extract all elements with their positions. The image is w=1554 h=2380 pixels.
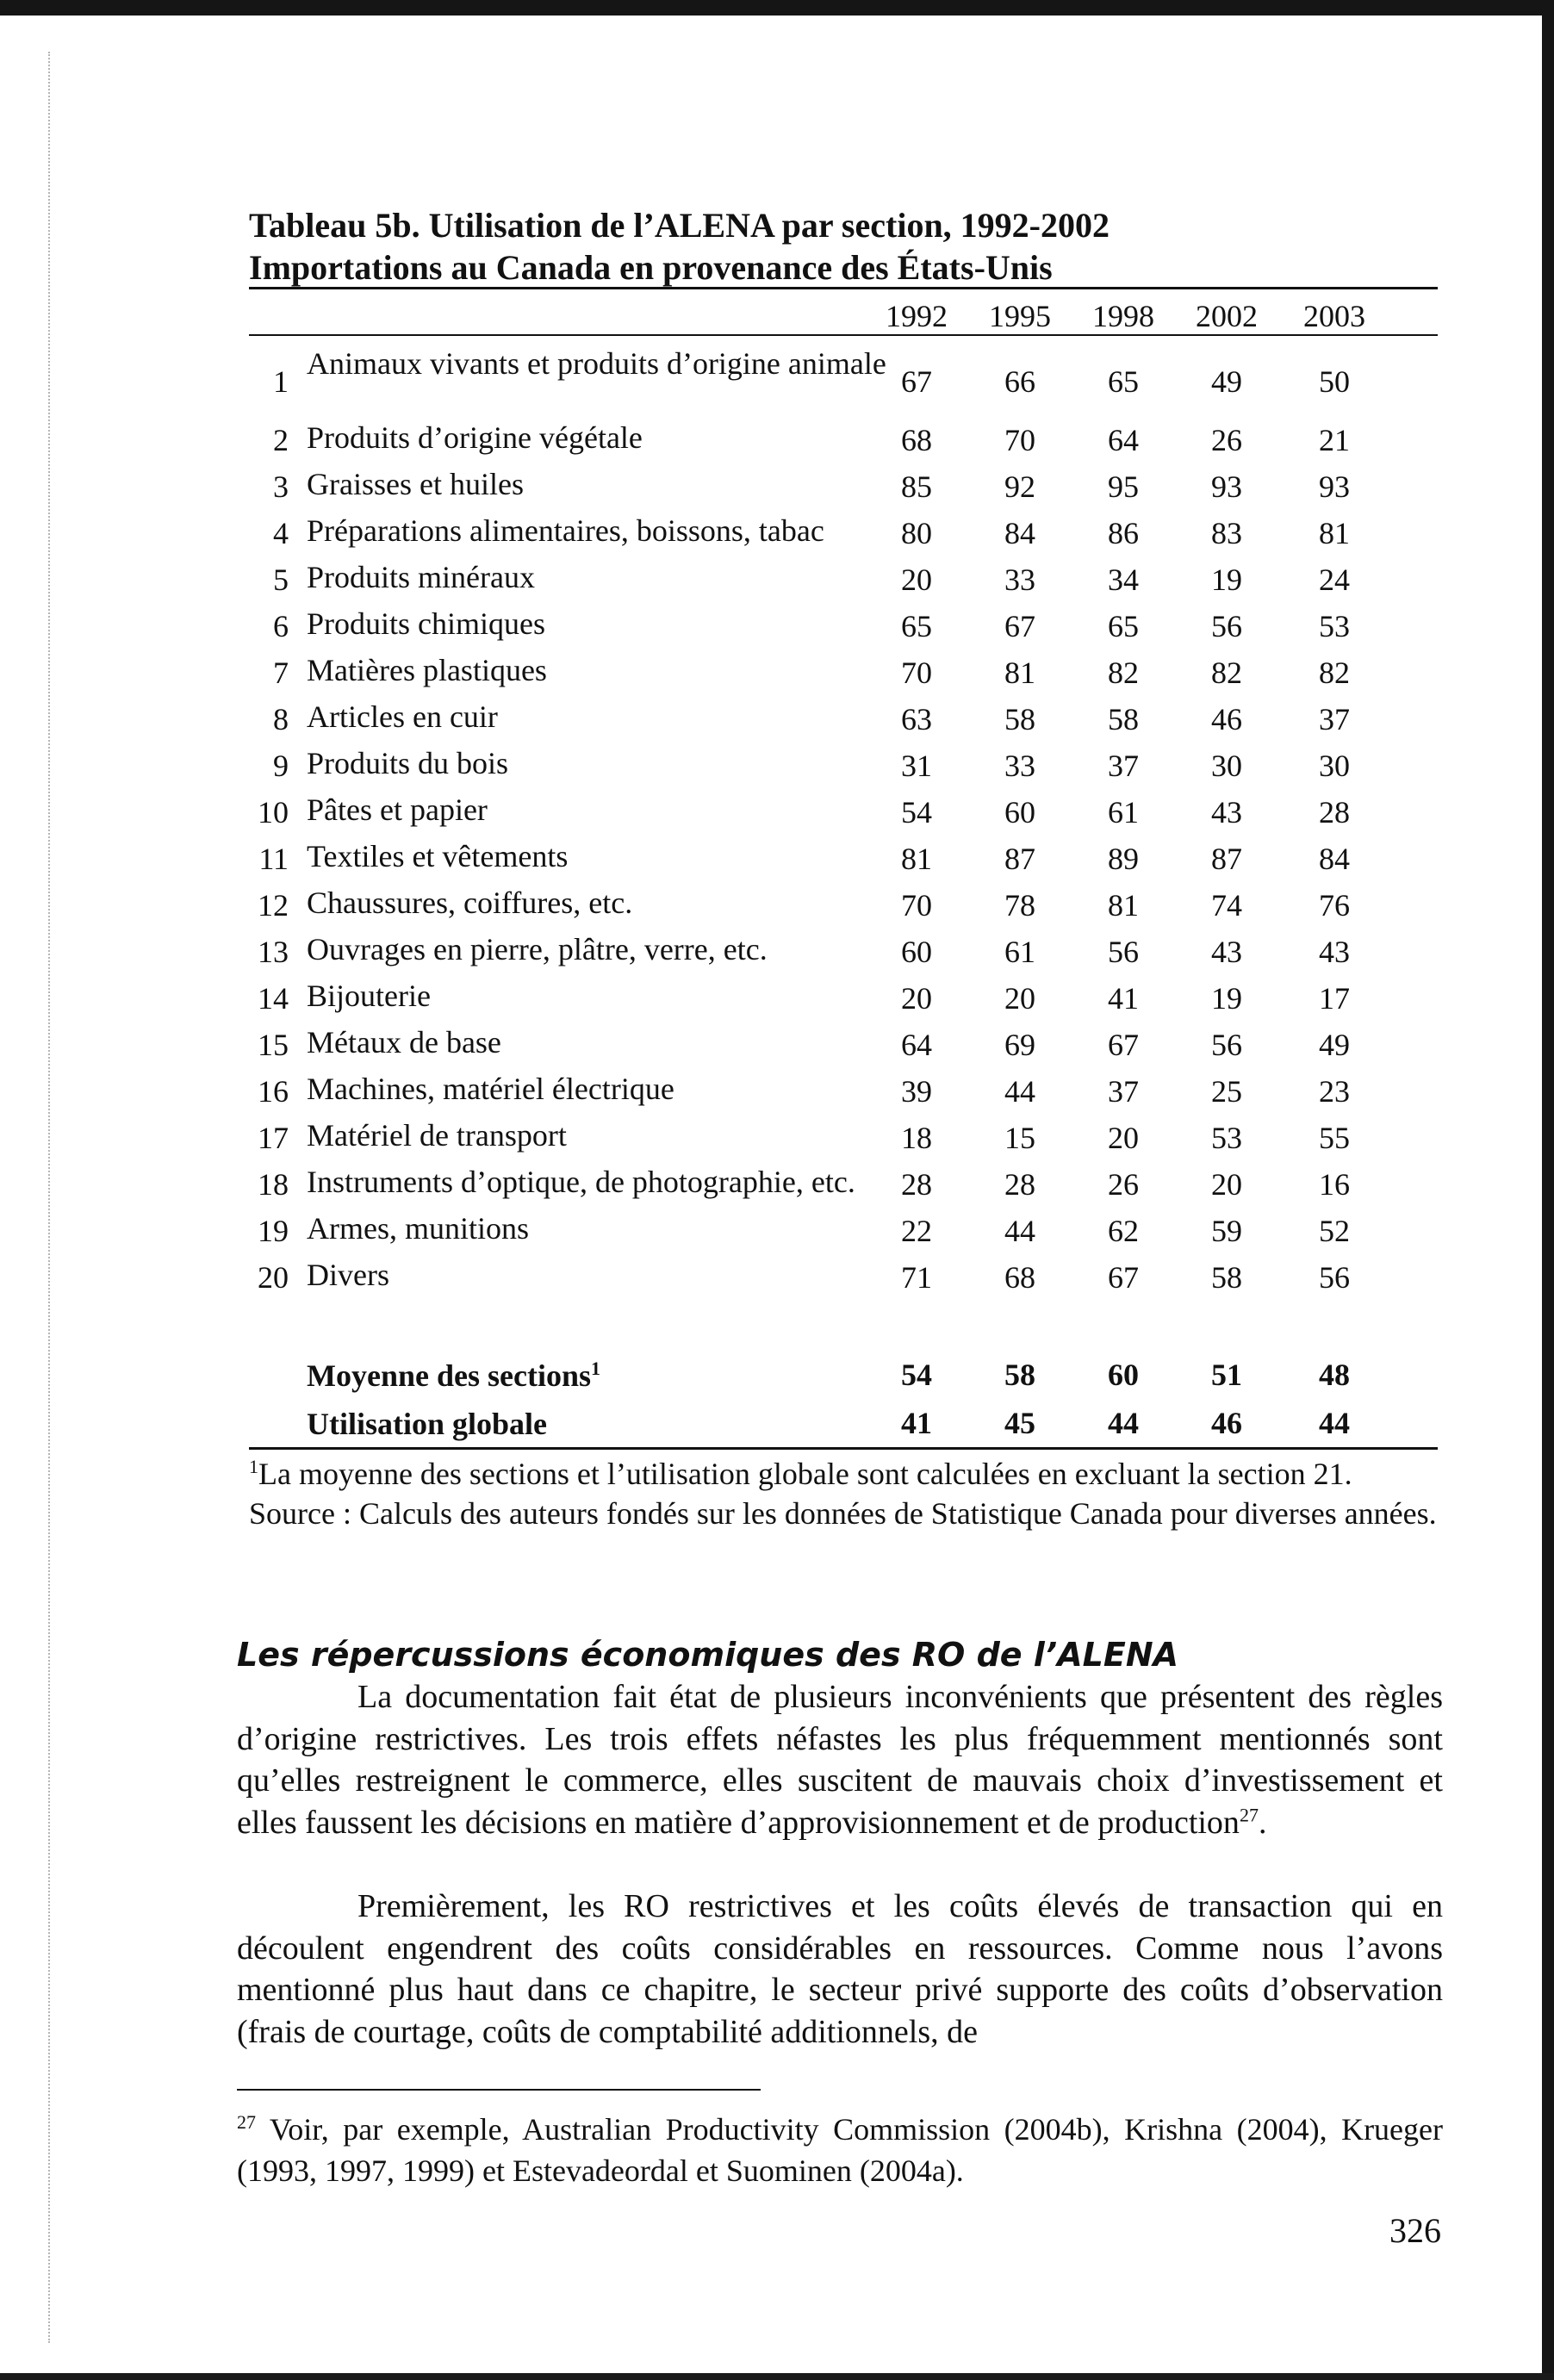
section-number: 15 (258, 1028, 289, 1062)
value-cell: 65 (1108, 609, 1139, 643)
scan-binding-edge (48, 52, 50, 2343)
section-number: 9 (273, 749, 289, 783)
value-cell: 84 (1319, 842, 1350, 876)
value-cell: 20 (1004, 981, 1035, 1016)
section-label: Matières plastiques (307, 653, 547, 687)
section-number: 8 (273, 702, 289, 736)
average-label: Moyenne des sections (307, 1358, 591, 1393)
value-cell: 60 (901, 935, 932, 969)
value-cell: 59 (1211, 1214, 1242, 1248)
value-cell: 21 (1319, 423, 1350, 457)
column-header-year: 1995 (989, 299, 1051, 333)
section-number: 1 (273, 364, 289, 399)
section-number: 3 (273, 469, 289, 504)
value-cell: 70 (901, 656, 932, 690)
value-cell: 30 (1319, 749, 1350, 783)
value-cell: 74 (1211, 888, 1242, 923)
value-cell: 64 (1108, 423, 1139, 457)
value-cell: 55 (1319, 1121, 1350, 1155)
paragraph-1 (237, 1676, 1443, 1843)
value-cell: 58 (1004, 1358, 1035, 1392)
note-mark: 1 (249, 1456, 258, 1477)
paragraph-1-end: . (1258, 1804, 1267, 1841)
value-cell: 70 (901, 888, 932, 923)
paragraph-1-text: La documentation fait état de plusieurs inconvénients que présentent des règles d’origine restrictives. Les trois effets néfastes les plus fréquemment mentionnés sont qu’elles restreignent le commerce, elles suscitent de mauvais choix d’investissement et elles faussent les décisions en matière d’approvisionnement et de production (237, 1679, 1443, 1841)
scan-border-top (0, 0, 1554, 16)
value-cell: 20 (901, 562, 932, 597)
value-cell: 25 (1211, 1074, 1242, 1109)
value-cell: 20 (1211, 1167, 1242, 1202)
section-label (307, 1357, 910, 1395)
table-subtitle: Importations au Canada en provenance des États-Unis (249, 248, 1053, 287)
value-cell: 24 (1319, 562, 1350, 597)
value-cell: 41 (901, 1406, 932, 1440)
column-header-year: 1998 (1092, 299, 1154, 333)
value-cell: 43 (1211, 795, 1242, 830)
paragraph-2-text: Premièrement, les RO restrictives et les coûts élevés de transaction qui en découlent engendrent des coûts considérables en ressources. Comme nous l’avons mentionné plus haut dans ce chapitre, le secteur privé supporte des coûts d’observation (frais de courtage, coûts de comptabilité additionnels, de (237, 1888, 1443, 2050)
paragraph-2 (237, 1886, 1443, 2053)
value-cell: 33 (1004, 562, 1035, 597)
section-number: 14 (258, 981, 289, 1016)
note-text: La moyenne des sections et l’utilisation globale sont calculées en excluant la section 21. (258, 1457, 1352, 1491)
value-cell: 19 (1211, 981, 1242, 1016)
average-footnote-mark: 1 (590, 1358, 600, 1379)
value-cell: 61 (1108, 795, 1139, 830)
value-cell: 86 (1108, 516, 1139, 550)
table-source: Source : Calculs des auteurs fondés sur les données de Statistique Canada pour diverses années. (249, 1496, 1437, 1531)
value-cell: 53 (1319, 609, 1350, 643)
table-top-rule (249, 287, 1438, 289)
footnote-text: Voir, par exemple, Australian Productivity Commission (2004b), Krishna (2004), Krueger (1993, 1997, 1999) et Estevadeordal et Suominen (2004a). (237, 2112, 1443, 2188)
value-cell: 93 (1211, 469, 1242, 504)
section-label: Utilisation globale (307, 1407, 548, 1441)
value-cell: 28 (1004, 1167, 1035, 1202)
section-label: Textiles et vêtements (307, 839, 569, 873)
value-cell: 18 (901, 1121, 932, 1155)
column-header-year: 2002 (1196, 299, 1258, 333)
section-label: Graisses et huiles (307, 467, 524, 501)
value-cell: 69 (1004, 1028, 1035, 1062)
value-cell: 22 (901, 1214, 932, 1248)
value-cell: 67 (1004, 609, 1035, 643)
value-cell: 44 (1319, 1406, 1350, 1440)
section-number: 5 (273, 562, 289, 597)
value-cell: 28 (901, 1167, 932, 1202)
value-cell: 58 (1211, 1260, 1242, 1295)
value-cell: 45 (1004, 1406, 1035, 1440)
section-number: 4 (273, 516, 289, 550)
value-cell: 81 (901, 842, 932, 876)
value-cell: 70 (1004, 423, 1035, 457)
section-label: Préparations alimentaires, boissons, tabac (307, 513, 824, 548)
value-cell: 56 (1108, 935, 1139, 969)
value-cell: 52 (1319, 1214, 1350, 1248)
section-number: 13 (258, 935, 289, 969)
value-cell: 81 (1004, 656, 1035, 690)
section-number: 7 (273, 656, 289, 690)
section-label: Machines, matériel électrique (307, 1072, 674, 1106)
value-cell: 64 (901, 1028, 932, 1062)
value-cell: 44 (1108, 1406, 1139, 1440)
page-number: 326 (1389, 2211, 1441, 2250)
value-cell: 78 (1004, 888, 1035, 923)
value-cell: 23 (1319, 1074, 1350, 1109)
value-cell: 46 (1211, 1406, 1242, 1440)
section-number: 19 (258, 1214, 289, 1248)
value-cell: 82 (1108, 656, 1139, 690)
value-cell: 82 (1211, 656, 1242, 690)
footnote-ref-27: 27 (1239, 1803, 1259, 1825)
value-cell: 56 (1211, 609, 1242, 643)
section-label: Produits minéraux (307, 560, 535, 594)
scan-border-bottom (0, 2373, 1554, 2380)
value-cell: 15 (1004, 1121, 1035, 1155)
value-cell: 65 (901, 609, 932, 643)
value-cell: 49 (1211, 364, 1242, 399)
section-label: Armes, munitions (307, 1211, 529, 1246)
value-cell: 37 (1108, 749, 1139, 783)
value-cell: 16 (1319, 1167, 1350, 1202)
value-cell: 43 (1211, 935, 1242, 969)
section-number: 12 (258, 888, 289, 923)
value-cell: 93 (1319, 469, 1350, 504)
section-number: 6 (273, 609, 289, 643)
column-header-year: 1992 (886, 299, 948, 333)
value-cell: 48 (1319, 1358, 1350, 1392)
table-header-rule (249, 334, 1438, 336)
footnote-rule (237, 2089, 761, 2091)
section-label: Produits d’origine végétale (307, 420, 643, 455)
table-title: Tableau 5b. Utilisation de l’ALENA par section, 1992-2002 (249, 206, 1110, 245)
value-cell: 54 (901, 795, 932, 830)
value-cell: 44 (1004, 1214, 1035, 1248)
section-label: Chaussures, coiffures, etc. (307, 886, 633, 920)
value-cell: 56 (1211, 1028, 1242, 1062)
value-cell: 26 (1211, 423, 1242, 457)
value-cell: 95 (1108, 469, 1139, 504)
section-number: 10 (258, 795, 289, 830)
section-number: 18 (258, 1167, 289, 1202)
value-cell: 34 (1108, 562, 1139, 597)
value-cell: 37 (1108, 1074, 1139, 1109)
value-cell: 80 (901, 516, 932, 550)
value-cell: 76 (1319, 888, 1350, 923)
section-number: 17 (258, 1121, 289, 1155)
section-label: Métaux de base (307, 1025, 501, 1060)
value-cell: 61 (1004, 935, 1035, 969)
value-cell: 81 (1108, 888, 1139, 923)
value-cell: 60 (1004, 795, 1035, 830)
section-label: Instruments d’optique, de photographie, etc. (307, 1165, 855, 1199)
value-cell: 58 (1004, 702, 1035, 736)
value-cell: 26 (1108, 1167, 1139, 1202)
value-cell: 89 (1108, 842, 1139, 876)
column-header-year: 2003 (1303, 299, 1365, 333)
value-cell: 66 (1004, 364, 1035, 399)
section-label: Divers (307, 1258, 389, 1292)
value-cell: 46 (1211, 702, 1242, 736)
value-cell: 54 (901, 1358, 932, 1392)
value-cell: 68 (901, 423, 932, 457)
value-cell: 51 (1211, 1358, 1242, 1392)
footnote (237, 2109, 1443, 2191)
value-cell: 67 (1108, 1028, 1139, 1062)
value-cell: 19 (1211, 562, 1242, 597)
value-cell: 67 (1108, 1260, 1139, 1295)
value-cell: 83 (1211, 516, 1242, 550)
section-label: Pâtes et papier (307, 792, 488, 827)
value-cell: 92 (1004, 469, 1035, 504)
value-cell: 84 (1004, 516, 1035, 550)
section-label: Bijouterie (307, 979, 431, 1013)
value-cell: 85 (901, 469, 932, 504)
value-cell: 43 (1319, 935, 1350, 969)
value-cell: 71 (901, 1260, 932, 1295)
section-label: Animaux vivants et produits d’origine animale (307, 346, 886, 381)
value-cell: 17 (1319, 981, 1350, 1016)
section-label: Produits chimiques (307, 606, 545, 641)
section-number: 2 (273, 423, 289, 457)
value-cell: 67 (901, 364, 932, 399)
value-cell: 53 (1211, 1121, 1242, 1155)
value-cell: 20 (1108, 1121, 1139, 1155)
footnote-mark: 27 (237, 2111, 256, 2133)
value-cell: 62 (1108, 1214, 1139, 1248)
value-cell: 58 (1108, 702, 1139, 736)
value-cell: 28 (1319, 795, 1350, 830)
value-cell: 33 (1004, 749, 1035, 783)
value-cell: 41 (1108, 981, 1139, 1016)
value-cell: 82 (1319, 656, 1350, 690)
section-number: 11 (258, 842, 289, 876)
value-cell: 68 (1004, 1260, 1035, 1295)
value-cell: 30 (1211, 749, 1242, 783)
section-label: Matériel de transport (307, 1118, 567, 1153)
value-cell: 81 (1319, 516, 1350, 550)
value-cell: 20 (901, 981, 932, 1016)
table-note (249, 1454, 1438, 1494)
section-label: Ouvrages en pierre, plâtre, verre, etc. (307, 932, 768, 966)
value-cell: 87 (1004, 842, 1035, 876)
section-label: Articles en cuir (307, 699, 498, 734)
value-cell: 60 (1108, 1358, 1139, 1392)
value-cell: 39 (901, 1074, 932, 1109)
table-bottom-rule (249, 1447, 1438, 1450)
value-cell: 56 (1319, 1260, 1350, 1295)
scan-border-right (1542, 0, 1554, 2380)
value-cell: 87 (1211, 842, 1242, 876)
value-cell: 44 (1004, 1074, 1035, 1109)
value-cell: 49 (1319, 1028, 1350, 1062)
section-heading: Les répercussions économiques des RO de l’ALENA (237, 1636, 1179, 1674)
section-label: Produits du bois (307, 746, 509, 780)
section-number: 20 (258, 1260, 289, 1295)
section-number: 16 (258, 1074, 289, 1109)
value-cell: 65 (1108, 364, 1139, 399)
value-cell: 31 (901, 749, 932, 783)
value-cell: 37 (1319, 702, 1350, 736)
value-cell: 63 (901, 702, 932, 736)
value-cell: 50 (1319, 364, 1350, 399)
